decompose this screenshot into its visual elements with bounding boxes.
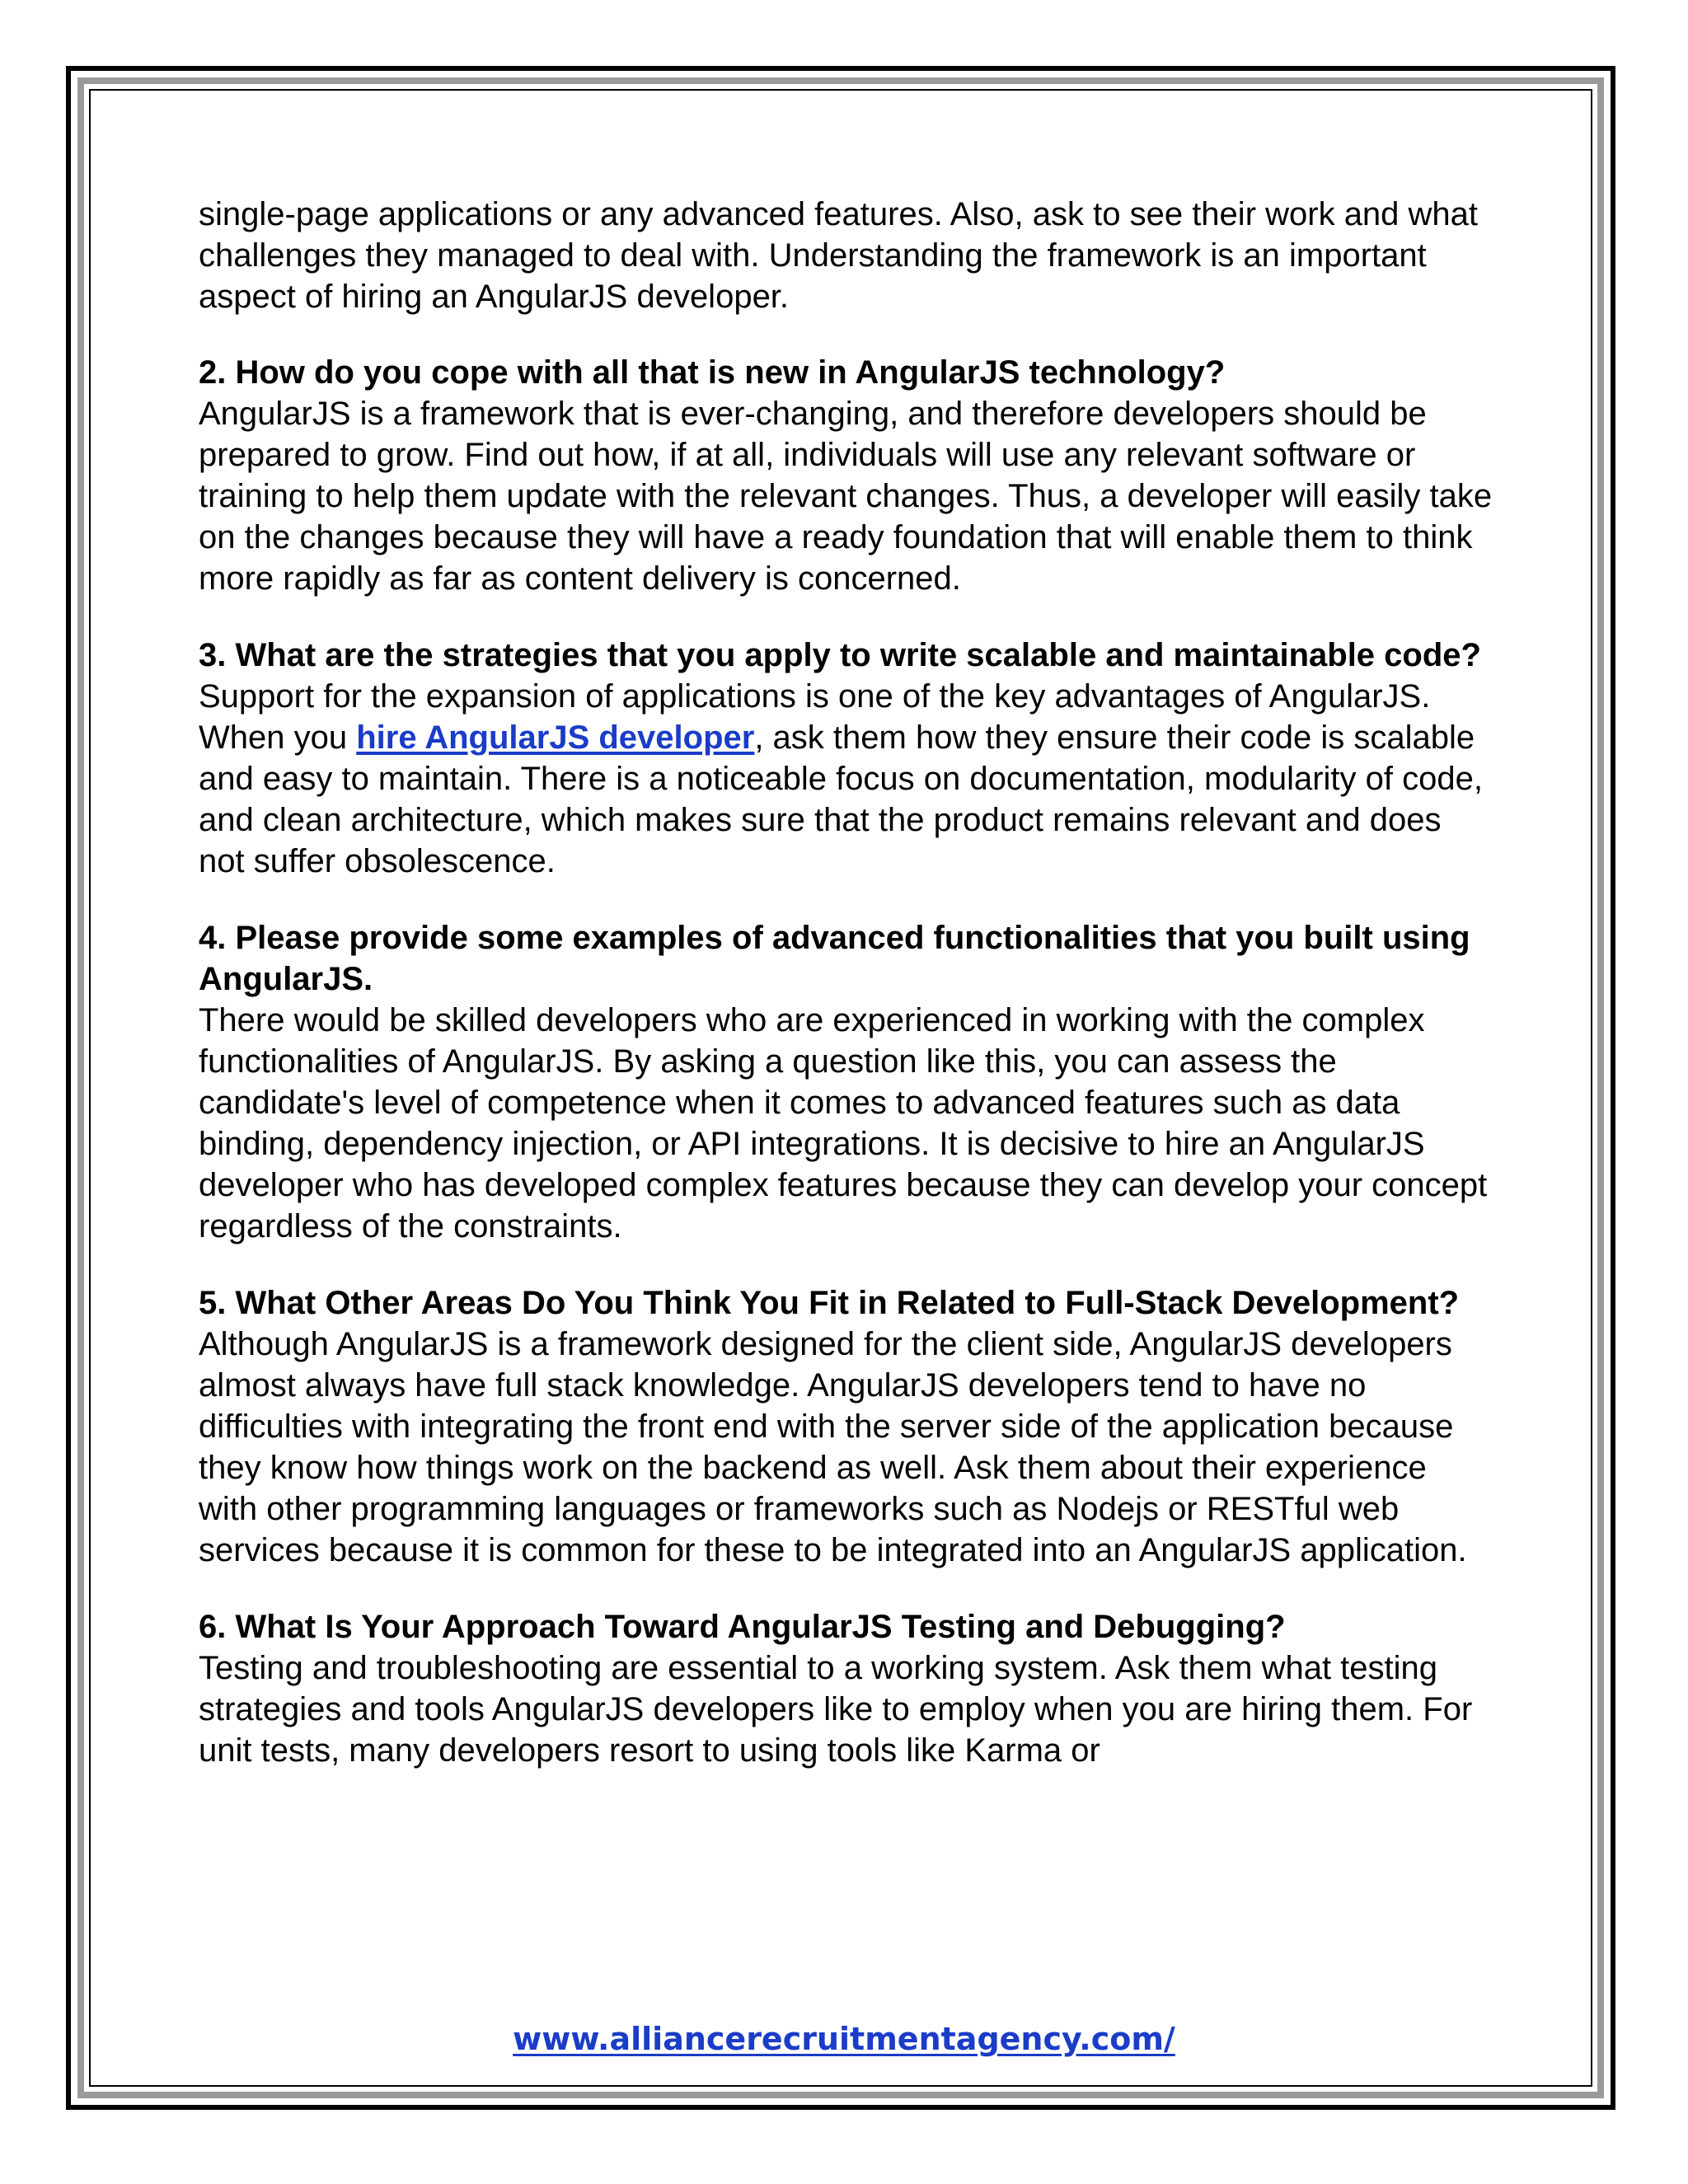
section-body-text-after-link: , ask them how they ensure their code is scalable and easy to maintain. There is a noticeable focus on documentation, modularity of code, and clean architecture, which makes sure that the product remains relevant and does not suffer obsolescence.	[199, 719, 1483, 879]
section-question-5	[199, 1282, 1493, 1571]
footer-website-link[interactable]: www.alliancerecruitmentagency.com/	[513, 2021, 1175, 2057]
intro-paragraph: single-page applications or any advanced features. Also, ask to see their work and what challenges they managed to deal with. Understanding the framework is an important aspect of hiring an AngularJS developer.	[199, 196, 1479, 315]
document-body	[199, 194, 1493, 1771]
section-question-4	[199, 917, 1493, 1247]
section-question-6	[199, 1606, 1493, 1771]
section-heading: 6. What Is Your Approach Toward AngularJS Testing and Debugging?	[199, 1609, 1286, 1645]
section-body: There would be skilled developers who are experienced in working with the complex functionalities of AngularJS. By asking a question like this, you can assess the candidate's level of competence when it comes to advanced features such as data binding, dependency injection, or API integrations. It is decisive to hire an AngularJS developer who has developed complex features because they can develop your concept regardless of the constraints.	[199, 1002, 1488, 1244]
section-heading: 5. What Other Areas Do You Think You Fit in Related to Full-Stack Development?	[199, 1285, 1460, 1321]
section-heading: 3. What are the strategies that you apply to write scalable and maintainable code?	[199, 637, 1481, 673]
section-body: Testing and troubleshooting are essential to a working system. Ask them what testing strategies and tools AngularJS developers like to employ when you are hiring them. For unit tests, many developers resort to using tools like Karma or	[199, 1650, 1473, 1769]
section-question-2	[199, 352, 1493, 599]
section-body-text-before-link: Support for the expansion of applications is one of the key advantages of AngularJS. When you	[199, 678, 1431, 756]
section-heading: 4. Please provide some examples of advanced functionalities that you built using AngularJS.	[199, 920, 1470, 997]
section-body: Although AngularJS is a framework designed for the client side, AngularJS developers almost always have full stack knowledge. AngularJS developers tend to have no difficulties with integrating the front end with the server side of the application because they know how things work on the backend as well. Ask them about their experience with other programming languages or frameworks such as Nodejs or RESTful web services because it is common for these to be integrated into an AngularJS application.	[199, 1326, 1467, 1568]
section-body	[199, 676, 1493, 882]
section-body: AngularJS is a framework that is ever-changing, and therefore developers should be prepared to grow. Find out how, if at all, individuals will use any relevant software or training to help them update with the relevant changes. Thus, a developer will easily take on the changes because they will have a ready foundation that will enable them to think more rapidly as far as content delivery is concerned.	[199, 396, 1493, 597]
section-heading: 2. How do you cope with all that is new in AngularJS technology?	[199, 354, 1226, 391]
hire-angularjs-developer-link[interactable]: hire AngularJS developer	[356, 719, 755, 756]
section-question-3	[199, 635, 1493, 882]
page-footer	[0, 2021, 1688, 2057]
